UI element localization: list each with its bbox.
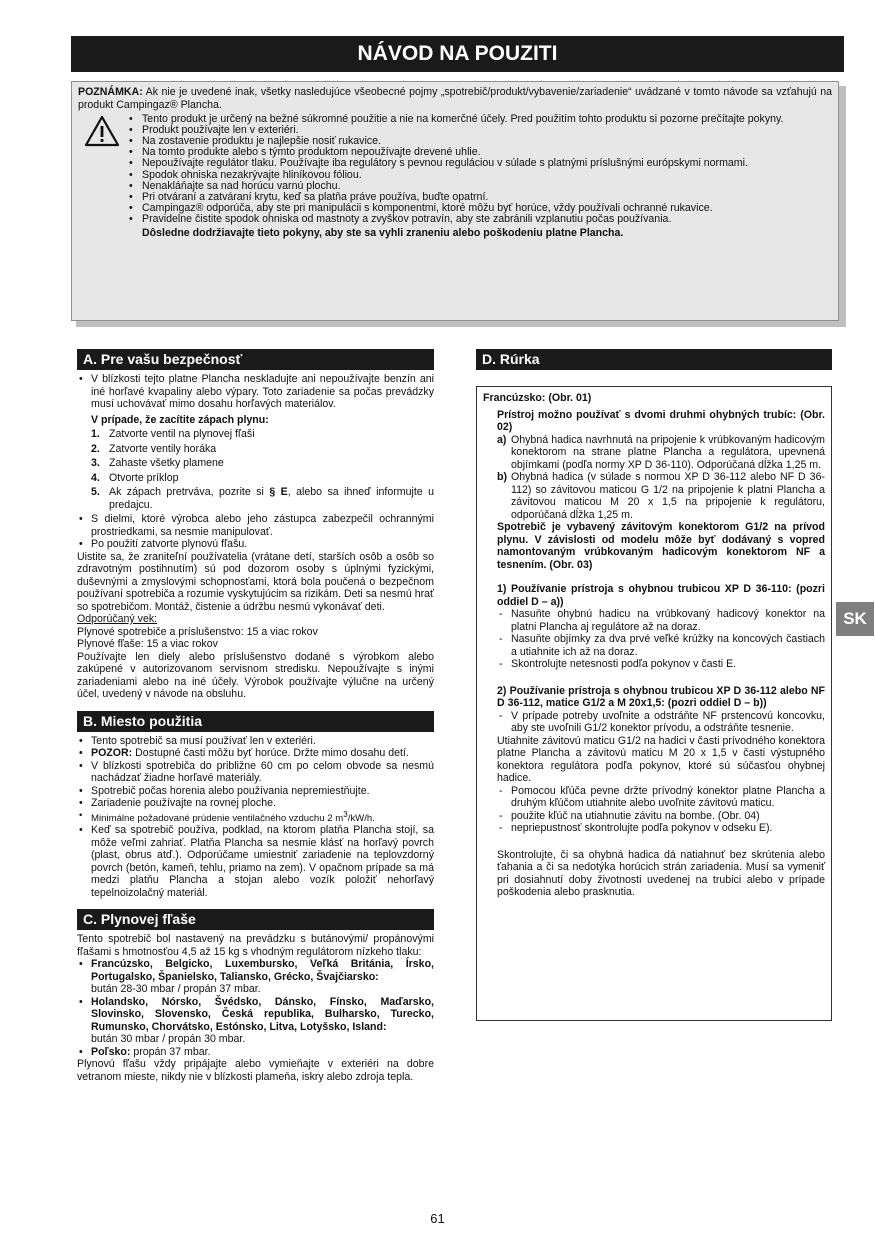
- list-item: 5. Ak zápach pretrváva, pozrite si § E, alebo sa ihneď informujte u predajcu.: [91, 486, 434, 511]
- list-item: 2. Zatvorte ventily horáka: [91, 442, 217, 455]
- subsection-2-title: 2) Používanie prístroja s ohybnou trubicou XP D 36-112 alebo NF D 36-112, matice G1/2 a M 20x1,5: (pozri oddiel D – b)): [497, 684, 825, 709]
- note-item: • Pri otváraní a zatváraní krytu, keď sa platňa práve používa, buďte opatrní.: [126, 192, 832, 203]
- right-column: [476, 349, 832, 370]
- list-item: - Skontrolujte netesnosti podľa pokynov v časti E.: [497, 658, 825, 671]
- note-label: POZNÁMKA:: [78, 86, 143, 98]
- paragraph: Plynovú fľašu vždy pripájajte alebo vymieňajte v exteriéri na dobre vetranom mieste, nikdy nie v blízkosti plameňa, iskry alebo zdroja tepla.: [77, 1058, 434, 1083]
- paragraph: Tento spotrebič bol nastavený na prevádzku s butánovými/ propánovými fľašami s hmotnosťou 4,5 až 15 kg s vhodným regulátorom nízkeho tlaku:: [77, 933, 434, 958]
- paragraph: Spotrebič je vybavený závitovým konektorom G1/2 na prívod plynu. V závislosti od modelu môže byť dodávaný s vopred namontovaným vrúbkovaným hadicovým konektorom NF a tesnením. (Obr. 03): [497, 521, 825, 571]
- list-item: - nepriepustnosť skontrolujte podľa pokynov v odseku E).: [497, 822, 825, 835]
- paragraph: Utiahnite závitovú maticu G1/2 na hadici v časti prívodného konektora platne Plancha a závitovú maticu M 20 x 1,5 v časti výstupného konektora regulátora podľa pokynov, ktoré sú súčasťou ohybnej hadice.: [497, 734, 825, 784]
- paragraph: Prístroj možno používať s dvomi druhmi ohybných trubíc: (Obr. 02): [497, 408, 825, 433]
- subsection-1-list: [497, 608, 825, 671]
- note-item: • Nepoužívajte regulátor tlaku. Používajte iba regulátory s pevnou reguláciou v súlade s platnými príslušnými európskymi normami.: [126, 158, 832, 169]
- list-item: • Zariadenie používajte na rovnej ploche.: [77, 797, 434, 810]
- paragraph: Uistite sa, že zraniteľní používatelia (vrátane detí, starších osôb a osôb so zdravotným postihnutím) sú pod dozorom osoby s úplnými fyzickými, duševnými a zmyslovými schopnosťami, ktorá bola poučená o bezpečnom používaní spotrebiča a rozumie vyskytujúcim sa rizikám. Deti sa nesmú hrať so spotrebičom. Montáž, čistenie a údržbu nesmú vykonávať deti.: [77, 550, 434, 613]
- list-item: - Pomocou kľúča pevne držte prívodný konektor platne Plancha a druhým kľúčom utiahnite alebo uvoľnite závitovú maticu.: [497, 785, 825, 810]
- gas-steps: [91, 428, 434, 511]
- list-item: • Spotrebič počas horenia alebo používania nepremiestňujte.: [77, 785, 434, 798]
- gas-smell-title: V prípade, že zacítite zápach plynu:: [91, 413, 269, 426]
- section-a-list-2: [77, 513, 434, 551]
- age-line: Plynové fľaše: 15 a viac rokov: [77, 638, 218, 650]
- france-title: Francúzsko: (Obr. 01): [483, 392, 592, 404]
- left-column: [77, 349, 434, 1083]
- section-a-heading: A. Pre vašu bezpečnosť: [77, 349, 434, 370]
- list-item: • Francúzsko, Belgicko, Luxembursko, Veľká Británia, Írsko, Portugalsko, Španielsko, Taliansko, Grécko, Švajčiarsko: bután 28-30 mbar / propán 37 mbar.: [77, 958, 434, 996]
- list-item: - použite kľúč na utiahnutie závitu na bombe. (Obr. 04): [497, 810, 825, 823]
- language-tab: SK: [836, 602, 874, 636]
- section-b-heading: B. Miesto použitia: [77, 711, 434, 732]
- note-item: • Tento produkt je určený na bežné súkromné použitie a nie na komerčné účely. Pred použitím tohto produktu si pozorne prečítajte pokyny.: [126, 114, 832, 125]
- list-item: • Tento spotrebič sa musí používať len v exteriéri.: [77, 735, 434, 748]
- list-item: • Holandsko, Nórsko, Švédsko, Dánsko, Fínsko, Maďarsko, Slovinsko, Slovensko, Česká republika, Bulharsko, Turecko, Rumunsko, Chorvátsko, Estónsko, Litva, Lotyšsko, Island: bután 30 mbar / propán 30 mbar.: [77, 996, 434, 1046]
- note-item: • Pravidelne čistite spodok ohniska od mastnoty a zvyškov potravín, aby ste zabránili vzplanutiu počas používania.: [126, 214, 832, 225]
- list-item: 4. Otvorte príklop: [91, 471, 179, 484]
- age-title: Odporúčaný vek:: [77, 613, 158, 625]
- page-number: 61: [430, 1211, 445, 1226]
- list-item: 1. Zatvorte ventil na plynovej fľaši: [91, 428, 255, 440]
- list-item: • V blízkosti tejto platne Plancha neskladujte ani nepoužívajte benzín ani iné horľavé kvapaliny alebo výpary. Toto zariadenie sa počas prevádzky musí uchovávať mimo dosahu horľavých materiálov.: [77, 373, 434, 411]
- list-item: 3. Zahaste všetky plamene: [91, 457, 224, 469]
- hose-type-a: a) Ohybná hadica navrhnutá na pripojenie k vrúbkovaným hadicovým konektorom na strane platne Plancha a regulátora, upevnená objímkami (podľa normy XP D 36-110). Odporúčaná dĺžka 1,25 m.: [497, 433, 825, 471]
- note-text: Ak nie je uvedené inak, všetky nasledujúce všeobecné pojmy „spotrebič/produkt/vybavenie/zariadenie“ uvádzané v tomto návode sa vzťahujú na produkt Campingaz® Plancha.: [78, 86, 833, 111]
- subsection-2-list: [497, 710, 825, 735]
- page-title: NÁVOD NA POUZITI: [71, 36, 844, 72]
- section-c-heading: C. Plynovej fľaše: [77, 909, 434, 930]
- closing-paragraph: Skontrolujte, či sa ohybná hadica dá natiahnuť bez skrútenia alebo ťahania a či sa nedotýka horúcich strán zariadenia. Musí sa vymeniť pri dosiahnutí doby životnosti uvedenej na trubici alebo v prípade poškodenia alebo prasknutia.: [497, 848, 825, 898]
- note-intro: [78, 86, 832, 111]
- list-item: • S dielmi, ktoré výrobca alebo jeho zástupca zabezpečil ochrannými prostriedkami, sa nesmie manipulovať.: [77, 513, 434, 538]
- note-item: • Na tomto produkte alebo s týmto produktom nepoužívajte drevené uhlie.: [126, 147, 832, 158]
- section-b-list: [77, 735, 434, 900]
- list-item: - Nasuňte ohybnú hadicu na vrúbkovaný hadicový konektor na platni Plancha aj regulátore až na doraz.: [497, 608, 825, 633]
- warning-triangle-icon: [84, 115, 120, 147]
- subsection-1-title: 1) Používanie prístroja s ohybnou trubicou XP D 36-110: (pozri oddiel D – a)): [497, 583, 825, 608]
- list-item: • POZOR: Dostupné časti môžu byť horúce. Držte mimo dosahu detí.: [77, 747, 434, 760]
- list-item: • V blízkosti spotrebiča do približne 60 cm po celom obvode sa nesmú nachádzať žiadne horľavé materiály.: [77, 760, 434, 785]
- subsection-2-list-b: [497, 785, 825, 835]
- section-a-list: [77, 373, 434, 411]
- note-item: • Produkt používajte len v exteriéri.: [126, 125, 832, 136]
- note-box: [71, 81, 839, 321]
- note-item: • Spodok ohniska nezakrývajte hliníkovou fóliou.: [126, 170, 832, 181]
- list-item: - V prípade potreby uvoľnite a odstráňte NF prstencovú koncovku, aby ste uvoľnili G1/2 konektor prívodu, a odstráňte tesnenie.: [497, 710, 825, 735]
- hose-type-b: b) Ohybná hadica (v súlade s normou XP D 36-112 alebo NF D 36-112) so závitovou maticou G 1/2 na pripojenie k platni Plancha a závitovou maticou M 20 x 1,5 na pripojenie k regulátoru, odporúčaná dĺžka 1,25 m.: [497, 471, 825, 521]
- note-item: • Na zostavenie produktu je najlepšie nosiť rukavice.: [126, 136, 832, 147]
- note-list: [126, 114, 832, 225]
- list-item: - Nasuňte objímky za dva prvé veľké krúžky na koncových častiach a utiahnite ich až na doraz.: [497, 633, 825, 658]
- note-item: • Nenakláňajte sa nad horúcu varnú plochu.: [126, 181, 832, 192]
- section-d-heading: D. Rúrka: [476, 349, 832, 370]
- list-item: • Minimálne požadované prúdenie ventilačného vzduchu 2 $m^3/kW/h$.: [77, 810, 434, 825]
- paragraph: Používajte len diely alebo príslušenstvo dodané s výrobkom alebo zakúpené v autorizovanom servisnom stredisku. Nepoužívajte s inými zariadeniami alebo na iné účely. Výrobok používajte výlučne na určený účel, uvedený v návode na obsluhu.: [77, 650, 434, 700]
- hose-types: [497, 409, 825, 572]
- section-d-box: [476, 386, 832, 1021]
- note-item: • Campingaz® odporúča, aby ste pri manipulácii s komponentmi, ktoré môžu byť horúce, vždy používali ochranné rukavice.: [126, 203, 832, 214]
- list-item: • Keď sa spotrebič používa, podklad, na ktorom platňa Plancha stojí, sa môže veľmi zahriať. Platňa Plancha sa nesmie klásť na horľavý povrch (plast, obrus atď.). Odporúčame umiestniť zariadenie na teplovzdorný povrch (betón, kameň, tehlu, priamo na zem). V opačnom prípade sa má medzi platňu Plancha a stojan alebo vozík položiť nehorľavý tepelnoizolačný materiál.: [77, 824, 434, 899]
- list-item: • Poľsko: propán 37 mbar.: [77, 1046, 434, 1059]
- list-item: • Po použití zatvorte plynovú fľašu.: [77, 538, 434, 551]
- note-final: Dôsledne dodržiavajte tieto pokyny, aby ste sa vyhli zraneniu alebo poškodeniu platne Plancha.: [142, 227, 624, 240]
- section-c-list: [77, 958, 434, 1058]
- age-line: Plynové spotrebiče a príslušenstvo: 15 a viac rokov: [77, 625, 318, 638]
